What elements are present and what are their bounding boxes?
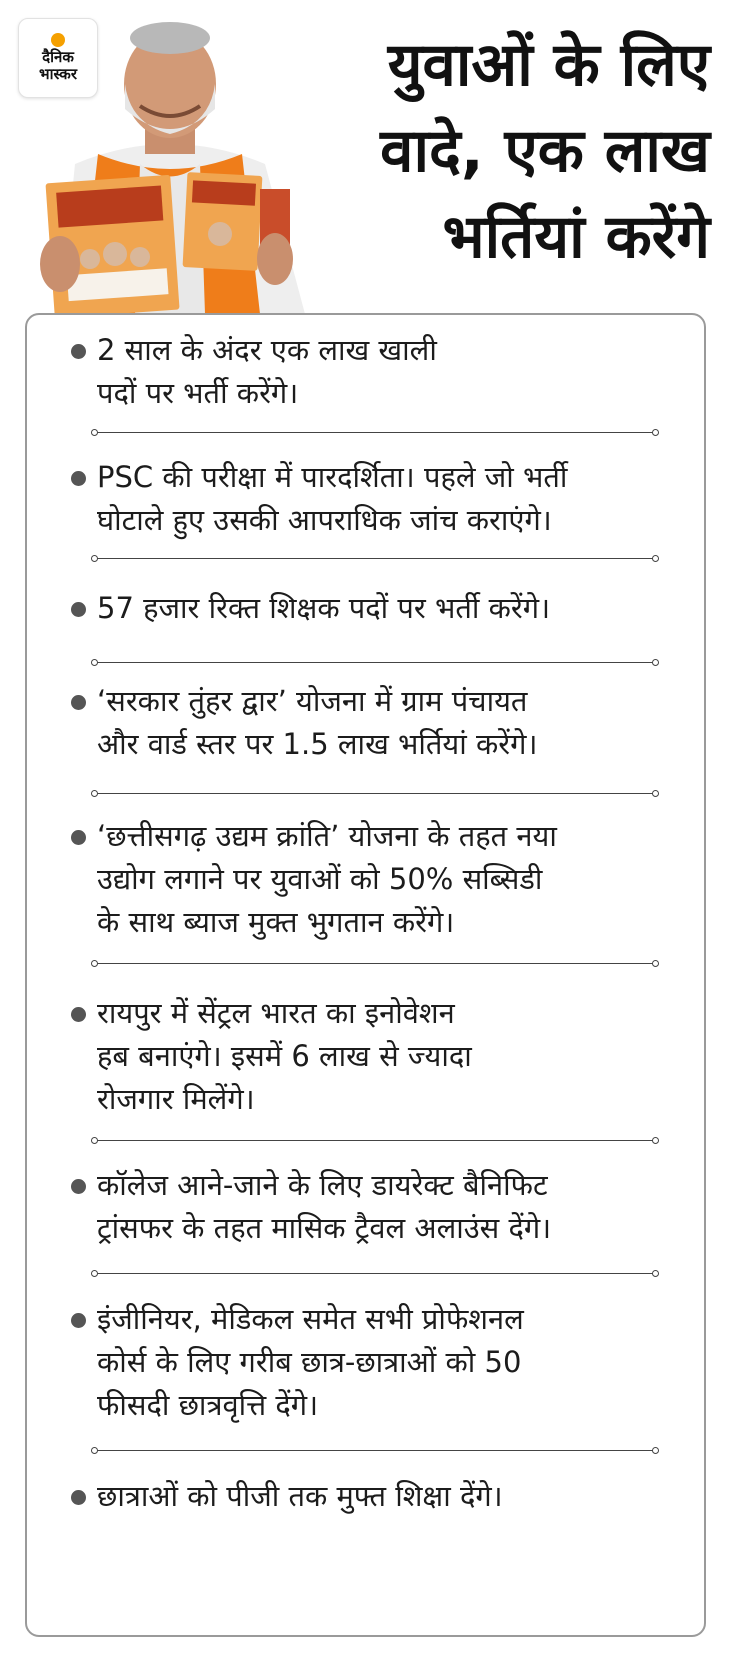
- logo-sun-icon: [51, 33, 65, 47]
- list-item-text: PSC की परीक्षा में पारदर्शिता। पहले जो भर्ती घोटाले हुए उसकी आपराधिक जांच कराएंगे।: [97, 460, 568, 537]
- list-item-text: ‘छत्तीसगढ़ उद्यम क्रांति’ योजना के तहत नया उद्योग लगाने पर युवाओं को 50% सब्सिडी के साथ ब्याज मुक्त भुगतान करेंगे।: [97, 819, 557, 939]
- bullet-icon: [71, 344, 86, 359]
- list-item: [71, 1164, 691, 1250]
- list-item-text: कॉलेज आने-जाने के लिए डायरेक्ट बैनिफिट ट्रांसफर के तहत मासिक ट्रैवल अलाउंस देंगे।: [97, 1168, 552, 1245]
- brand-logo: [18, 18, 98, 98]
- list-item-text: छात्राओं को पीजी तक मुफ्त शिक्षा देंगे।: [97, 1479, 503, 1513]
- headline-line: युवाओं के लिए: [387, 30, 710, 100]
- bullet-icon: [71, 695, 86, 710]
- list-item-text: इंजीनियर, मेडिकल समेत सभी प्रोफेशनल कोर्स के लिए गरीब छात्र-छात्राओं को 50 फीसदी छात्रवृत्ति देंगे।: [97, 1302, 524, 1422]
- list-item: [71, 329, 691, 415]
- list-item: [71, 456, 691, 542]
- divider: [97, 1273, 653, 1274]
- bullet-icon: [71, 1179, 86, 1194]
- divider: [97, 432, 653, 433]
- list-item: [71, 587, 691, 630]
- divider: [97, 558, 653, 559]
- list-item: [71, 815, 691, 944]
- headline-line: वादे, एक लाख: [380, 116, 710, 186]
- logo-line2: भास्कर: [39, 65, 77, 83]
- headline: [300, 22, 710, 280]
- headline-line: भर्तियां करेंगे: [442, 202, 710, 272]
- divider: [97, 793, 653, 794]
- divider: [97, 662, 653, 663]
- bullet-icon: [71, 830, 86, 845]
- header: [0, 0, 730, 315]
- list-item-text: 57 हजार रिक्त शिक्षक पदों पर भर्ती करेंगे।: [97, 591, 551, 625]
- logo-line1: दैनिक: [42, 48, 74, 66]
- bullet-icon: [71, 1490, 86, 1505]
- divider: [97, 1140, 653, 1141]
- list-item: [71, 680, 691, 766]
- list-item-text: 2 साल के अंदर एक लाख खाली पदों पर भर्ती करेंगे।: [97, 333, 437, 410]
- list-item: [71, 1475, 691, 1518]
- divider: [97, 1450, 653, 1451]
- bullet-icon: [71, 602, 86, 617]
- list-item: [71, 1298, 691, 1427]
- list-item-text: रायपुर में सेंट्रल भारत का इनोवेशन हब बनाएंगे। इसमें 6 लाख से ज्यादा रोजगार मिलेंगे।: [97, 996, 472, 1116]
- list-item: [71, 992, 691, 1121]
- divider: [97, 963, 653, 964]
- bullet-icon: [71, 1007, 86, 1022]
- bullet-icon: [71, 1313, 86, 1328]
- promises-card: [25, 313, 706, 1637]
- list-item-text: ‘सरकार तुंहर द्वार’ योजना में ग्राम पंचायत और वार्ड स्तर पर 1.5 लाख भर्तियां करेंगे।: [97, 684, 538, 761]
- bullet-icon: [71, 471, 86, 486]
